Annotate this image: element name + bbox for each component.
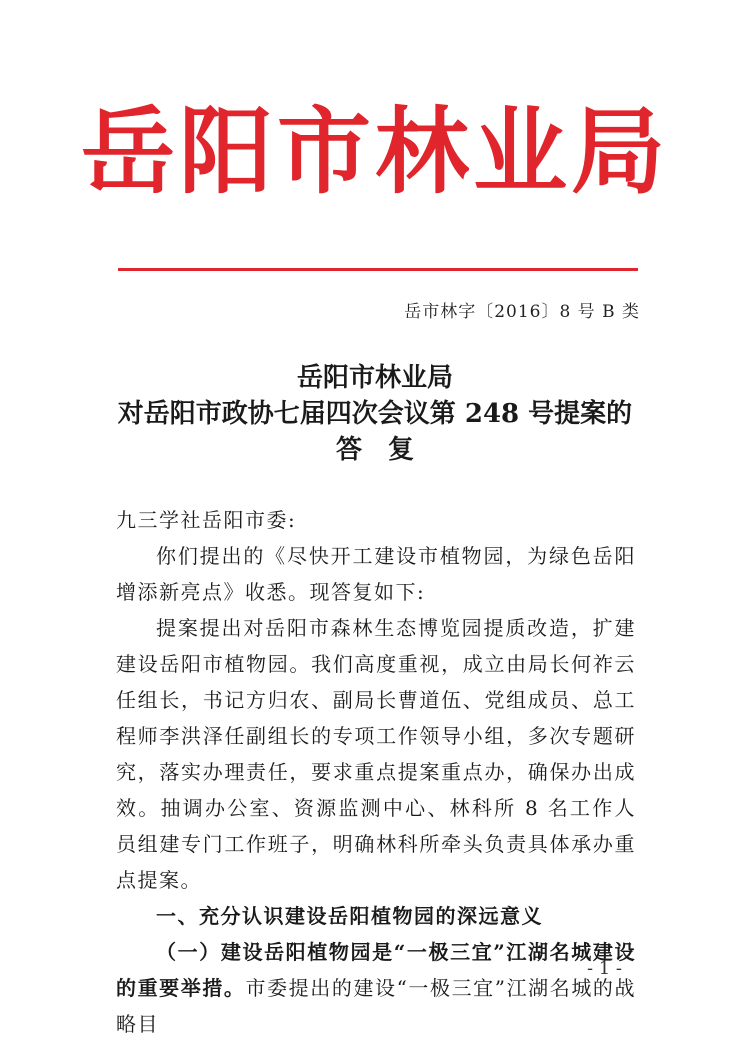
page-number: - 1 - bbox=[586, 958, 622, 979]
subsection-heading-bold: （一）建设岳阳植物园是“一极三宜”江湖名城建设的重要举措。 bbox=[116, 940, 636, 1000]
title-line-3: 答 复 bbox=[335, 435, 414, 465]
body-paragraph-1: 你们提出的《尽快开工建设市植物园，为绿色岳阳增添新亮点》收悉。现答复如下: bbox=[116, 544, 636, 604]
document-body bbox=[116, 502, 636, 1042]
subsection-text: 市委提出的建设“一极三宜”江湖名城的战略目 bbox=[116, 976, 636, 1036]
document-number: 岳市林字〔2016〕8 号 B 类 bbox=[404, 302, 640, 322]
addressee: 九三学社岳阳市委: bbox=[116, 508, 297, 532]
subsection-paragraph-1 bbox=[116, 934, 636, 1042]
title-line-1: 岳阳市林业局 bbox=[296, 363, 453, 393]
document-title bbox=[0, 360, 750, 468]
red-divider-line bbox=[118, 268, 638, 271]
section-heading-1: 一、充分认识建设岳阳植物园的深远意义 bbox=[156, 904, 543, 928]
organization-masthead: 岳阳市林业局 bbox=[80, 97, 669, 207]
body-paragraph-2: 提案提出对岳阳市森林生态博览园提质改造，扩建建设岳阳市植物园。我们高度重视，成立由局长何祚云任组长，书记方归农、副局长曹道伍、党组成员、总工程师李洪泽任副组长的专项工作领导小组，多次专题研究，落实办理责任，要求重点提案重点办，确保办出成效。抽调办公室、资源监测中心、林科所 8 名工作人员组建专门工作班子，明确林科所牵头负责具体承办重点提案。 bbox=[116, 616, 636, 892]
title-line-2: 对岳阳市政协七届四次会议第 248 号提案的 bbox=[117, 399, 633, 429]
